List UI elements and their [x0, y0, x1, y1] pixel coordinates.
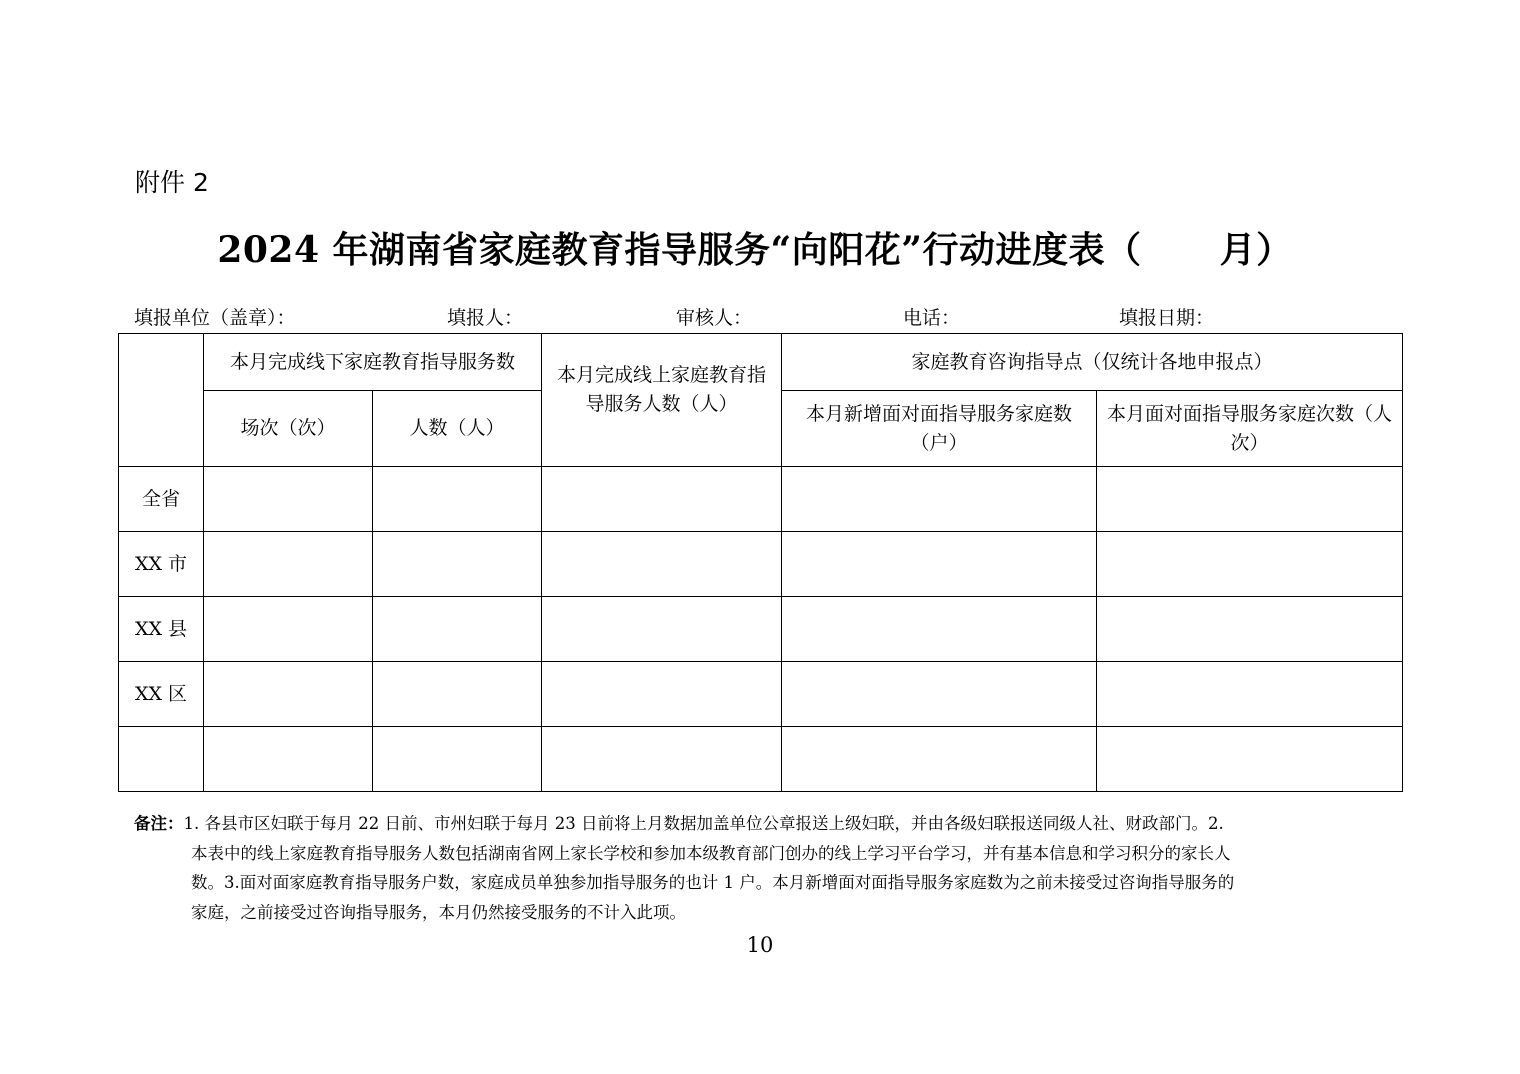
field-phone: 电话： [903, 307, 961, 329]
cell-province-online [542, 467, 782, 532]
notes-line-4: 家庭，之前接受过咨询指导服务，本月仍然接受服务的不计入此项。 [191, 902, 686, 922]
field-unit: 填报单位（盖章）： [134, 307, 296, 329]
cell-county-online [542, 597, 782, 662]
cell-city-people [373, 532, 542, 597]
notes-label: 备注： [134, 814, 184, 833]
header-offline-people: 人数（人） [373, 391, 542, 467]
cell-province-people [373, 467, 542, 532]
cell-district-family-visits [1097, 662, 1403, 727]
cell-city-sessions [204, 532, 373, 597]
notes-block [134, 809, 1394, 927]
row-label-county: XX 县 [119, 597, 204, 662]
cell-district-people [373, 662, 542, 727]
notes-line-2: 本表中的线上家庭教育指导服务人数包括湖南省网上家长学校和参加本级教育部门创办的线上学习平台学习，并有基本信息和学习积分的家长人 [191, 843, 1231, 863]
notes-text-1: 1. 各县市区妇联于每月 22 日前、市州妇联于每月 23 日前将上月数据加盖单位公章报送上级妇联，并由各级妇联报送同级人社、财政部门。2. [183, 814, 1224, 833]
field-date: 填报日期： [1119, 307, 1215, 329]
page-title: 2024 年湖南省家庭教育指导服务“向阳花”行动进度表（ 月） [217, 229, 1293, 271]
progress-table [118, 333, 1403, 792]
cell-city-new-families [782, 532, 1097, 597]
cell-province-sessions [204, 467, 373, 532]
header-online [542, 334, 782, 467]
attachment-label: 附件 2 [135, 168, 209, 197]
notes-line-1 [134, 809, 1394, 839]
cell-province-family-visits [1097, 467, 1403, 532]
cell-district-new-families [782, 662, 1097, 727]
header-new-families: 本月新增面对面指导服务家庭数（户） [782, 391, 1097, 467]
cell-city-online [542, 532, 782, 597]
cell-blank-family-visits [1097, 727, 1403, 792]
header-offline-group: 本月完成线下家庭教育指导服务数 [204, 334, 542, 391]
cell-county-people [373, 597, 542, 662]
cell-city-family-visits [1097, 532, 1403, 597]
page-number: 10 [746, 933, 774, 957]
header-online-text: 本月完成线上家庭教育指导服务人数（人） [557, 364, 767, 415]
row-label-blank [119, 727, 204, 792]
cell-blank-people [373, 727, 542, 792]
field-filler: 填报人： [447, 307, 524, 329]
row-label-city: XX 市 [119, 532, 204, 597]
row-label-district: XX 区 [119, 662, 204, 727]
cell-county-family-visits [1097, 597, 1403, 662]
cell-county-sessions [204, 597, 373, 662]
row-label-province: 全省 [119, 467, 204, 532]
header-corner-cell [119, 334, 204, 467]
cell-district-online [542, 662, 782, 727]
cell-district-sessions [204, 662, 373, 727]
cell-province-new-families [782, 467, 1097, 532]
header-family-visits: 本月面对面指导服务家庭次数（人次） [1097, 391, 1403, 467]
cell-blank-sessions [204, 727, 373, 792]
header-offline-sessions: 场次（次） [204, 391, 373, 467]
cell-county-new-families [782, 597, 1097, 662]
notes-line-3: 数。3.面对面家庭教育指导服务户数，家庭成员单独参加指导服务的也计 1 户。本月新增面对面指导服务家庭数为之前未接受过咨询指导服务的 [191, 873, 1235, 892]
header-consult-group: 家庭教育咨询指导点（仅统计各地申报点） [782, 334, 1403, 391]
field-reviewer: 审核人： [676, 307, 753, 329]
cell-blank-new-families [782, 727, 1097, 792]
cell-blank-online [542, 727, 782, 792]
